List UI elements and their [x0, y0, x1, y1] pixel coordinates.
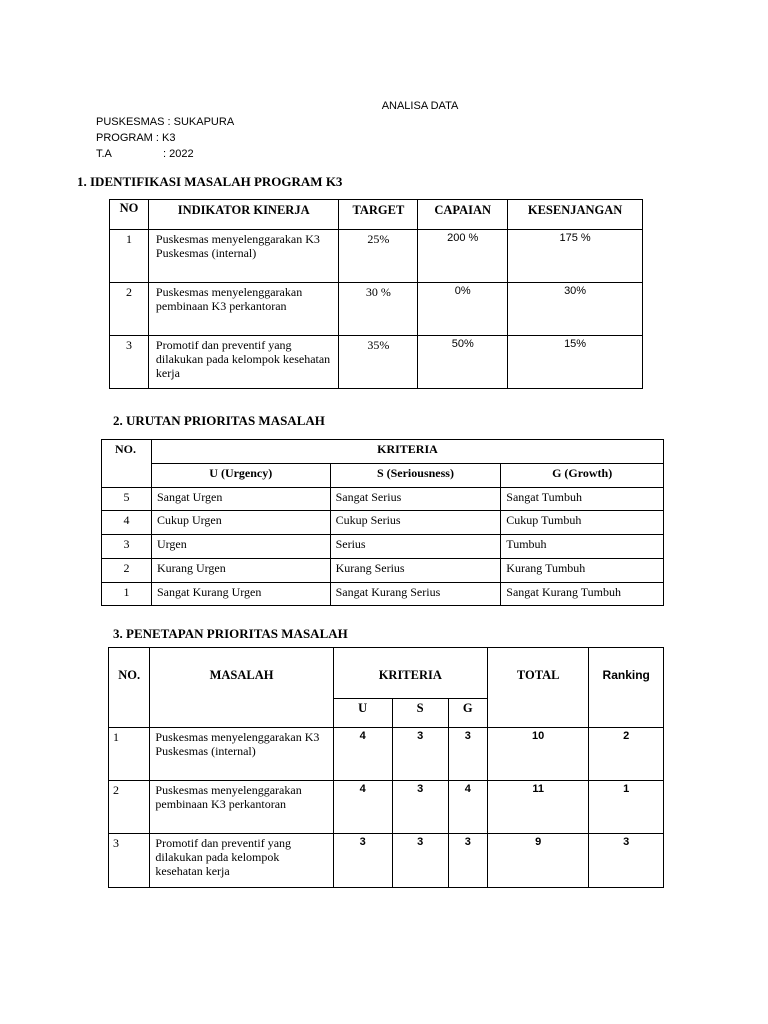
row-no: 3 — [109, 834, 150, 888]
seriousness-header: S (Seriousness) — [330, 464, 501, 488]
row-masalah: Puskesmas menyelenggarakan K3 Puskesmas (internal) — [150, 728, 333, 781]
row-urgency: Urgen — [151, 535, 330, 559]
kriteria-header: KRITERIA — [333, 648, 487, 699]
no-header: NO. — [109, 648, 150, 728]
row-capaian: 200 % — [418, 230, 508, 283]
table-row — [110, 230, 643, 283]
table-row — [102, 488, 664, 511]
row-no: 5 — [102, 488, 152, 511]
row-u: 4 — [333, 728, 392, 781]
table-row — [102, 559, 664, 583]
row-no: 3 — [102, 535, 152, 559]
row-target: 35% — [339, 336, 418, 389]
row-urgency: Kurang Urgen — [151, 559, 330, 583]
ta-label: T.A — [96, 148, 112, 160]
row-s: 3 — [392, 834, 448, 888]
row-no: 1 — [102, 583, 152, 606]
table-row — [109, 728, 664, 781]
row-growth: Kurang Tumbuh — [501, 559, 664, 583]
ranking-header: Ranking — [589, 648, 664, 728]
row-g: 3 — [448, 728, 487, 781]
row-no: 2 — [109, 781, 150, 834]
row-kesenjangan: 175 % — [508, 230, 643, 283]
row-s: 3 — [392, 728, 448, 781]
ta-value: : 2022 — [163, 148, 194, 160]
table-header-row — [102, 440, 664, 464]
row-ranking: 2 — [589, 728, 664, 781]
s-header: S — [392, 699, 448, 728]
table-header-row — [109, 648, 664, 699]
row-indikator: Puskesmas menyelenggarakan pembinaan K3 perkantoran — [148, 283, 339, 336]
urgency-header: U (Urgency) — [151, 464, 330, 488]
row-ranking: 1 — [589, 781, 664, 834]
row-g: 4 — [448, 781, 487, 834]
table-row — [110, 336, 643, 389]
col-header: INDIKATOR KINERJA — [148, 200, 339, 230]
row-seriousness: Serius — [330, 535, 501, 559]
table-row — [102, 583, 664, 606]
total-header: TOTAL — [487, 648, 588, 728]
ta-row — [96, 148, 194, 160]
row-urgency: Sangat Kurang Urgen — [151, 583, 330, 606]
row-no: 1 — [109, 728, 150, 781]
section1-heading: 1. IDENTIFIKASI MASALAH PROGRAM K3 — [77, 174, 343, 189]
table-row — [102, 511, 664, 535]
row-seriousness: Kurang Serius — [330, 559, 501, 583]
priority-criteria-table — [101, 439, 664, 606]
row-urgency: Sangat Urgen — [151, 488, 330, 511]
row-total: 9 — [487, 834, 588, 888]
col-header: TARGET — [339, 200, 418, 230]
row-urgency: Cukup Urgen — [151, 511, 330, 535]
table-header-row — [110, 200, 643, 230]
row-seriousness: Cukup Serius — [330, 511, 501, 535]
row-no: 2 — [102, 559, 152, 583]
row-indikator: Puskesmas menyelenggarakan K3 Puskesmas (internal) — [148, 230, 339, 283]
row-kesenjangan: 15% — [508, 336, 643, 389]
table-row — [109, 834, 664, 888]
row-u: 3 — [333, 834, 392, 888]
col-header: CAPAIAN — [418, 200, 508, 230]
row-u: 4 — [333, 781, 392, 834]
row-target: 30 % — [339, 283, 418, 336]
g-header: G — [448, 699, 487, 728]
row-total: 11 — [487, 781, 588, 834]
row-no: 2 — [110, 283, 149, 336]
kriteria-header: KRITERIA — [151, 440, 663, 464]
program-label: PROGRAM : K3 — [96, 132, 176, 144]
row-growth: Sangat Tumbuh — [501, 488, 664, 511]
growth-header: G (Growth) — [501, 464, 664, 488]
row-seriousness: Sangat Serius — [330, 488, 501, 511]
col-header: KESENJANGAN — [508, 200, 643, 230]
row-growth: Sangat Kurang Tumbuh — [501, 583, 664, 606]
row-ranking: 3 — [589, 834, 664, 888]
row-capaian: 0% — [418, 283, 508, 336]
section3-heading: 3. PENETAPAN PRIORITAS MASALAH — [113, 626, 348, 641]
table-row — [109, 781, 664, 834]
row-masalah: Puskesmas menyelenggarakan pembinaan K3 perkantoran — [150, 781, 333, 834]
row-growth: Tumbuh — [501, 535, 664, 559]
row-no: 1 — [110, 230, 149, 283]
table-row — [102, 535, 664, 559]
table-row — [110, 283, 643, 336]
row-growth: Cukup Tumbuh — [501, 511, 664, 535]
col-header: NO — [110, 200, 149, 230]
row-indikator: Promotif dan preventif yang dilakukan pada kelompok kesehatan kerja — [148, 336, 339, 389]
masalah-header: MASALAH — [150, 648, 333, 728]
row-no: 3 — [110, 336, 149, 389]
puskesmas-label: PUSKESMAS : SUKAPURA — [96, 116, 235, 128]
row-target: 25% — [339, 230, 418, 283]
u-header: U — [333, 699, 392, 728]
section2-heading: 2. URUTAN PRIORITAS MASALAH — [113, 413, 325, 428]
row-kesenjangan: 30% — [508, 283, 643, 336]
row-masalah: Promotif dan preventif yang dilakukan pada kelompok kesehatan kerja — [150, 834, 333, 888]
table-subheader-row — [102, 464, 664, 488]
row-no: 4 — [102, 511, 152, 535]
row-total: 10 — [487, 728, 588, 781]
row-s: 3 — [392, 781, 448, 834]
problem-identification-table — [109, 199, 643, 389]
no-header: NO. — [102, 440, 152, 488]
row-g: 3 — [448, 834, 487, 888]
row-capaian: 50% — [418, 336, 508, 389]
priority-determination-table — [108, 647, 664, 888]
document-title: ANALISA DATA — [381, 100, 459, 112]
row-seriousness: Sangat Kurang Serius — [330, 583, 501, 606]
